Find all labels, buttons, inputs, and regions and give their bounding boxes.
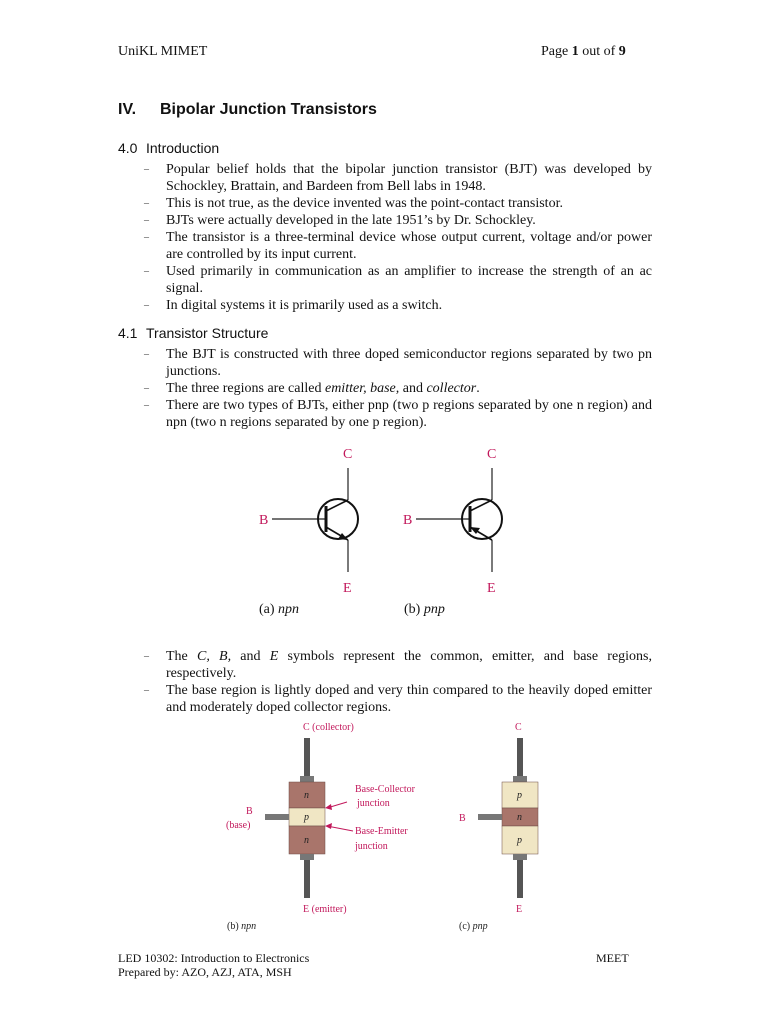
list-item: – The C, B, and E symbols represent the common, emitter, and base regions, respectively. [144, 649, 653, 681]
pnp-caption: (b) pnp [404, 602, 445, 617]
npn-base-label: B [259, 513, 269, 528]
npn-collector-label: C [343, 447, 353, 462]
bc-junction-label-line1: Base-Collector [355, 784, 415, 795]
npn-base-caption: (base) [226, 820, 251, 831]
pnp-structure [459, 722, 538, 932]
list-item: – Used primarily in communication as an amplifier to increase the strength of an ac signal. [144, 264, 652, 296]
list-item: – The three regions are called emitter, base, and collector. [144, 381, 480, 396]
pnp-structure-caption: (c) pnp [459, 921, 488, 932]
be-junction-label-line1: Base-Emitter [355, 826, 408, 837]
bc-junction-label-line2: junction [357, 798, 390, 809]
footer-authors: Prepared by: AZO, AZJ, ATA, MSH [118, 965, 292, 979]
footer-department: MEET [596, 951, 629, 965]
header-page-number: Page 1 out of 9 [541, 44, 626, 59]
list-item: – This is not true, as the device invented was the point-contact transistor. [144, 196, 563, 211]
pnp-layer-top: p [517, 790, 522, 801]
list-item: – The base region is lightly doped and very thin compared to the heavily doped emitter and moderately doped collector regions. [144, 683, 652, 715]
npn-symbol [259, 447, 358, 596]
npn-structure [226, 722, 416, 932]
npn-layer-middle: p [304, 812, 309, 823]
list-item: – There are two types of BJTs, either pnp (two p regions separated by one n region) and npn (two n regions separated by one p region). [144, 398, 652, 430]
list-item: – The transistor is a three-terminal device whose output current, voltage and/or power are controlled by its input current. [144, 230, 652, 262]
intro-bullet-list [144, 161, 652, 314]
list-item: – In digital systems it is primarily used as a switch. [144, 298, 443, 313]
chapter-title [118, 101, 377, 119]
pnp-emitter-label: E [487, 581, 496, 596]
list-item: – Popular belief holds that the bipolar junction transistor (BJT) was developed by Schockley, Brattain, and Bardeen from Bell labs in 1948. [144, 162, 652, 194]
npn-layer-top: n [304, 790, 309, 801]
header-institution: UniKL MIMET [118, 44, 208, 59]
pnp-base-terminal-label: B [459, 813, 466, 824]
structure-bullet-list [144, 346, 652, 431]
npn-emitter-label: E [343, 581, 352, 596]
chapter-number: IV. [118, 101, 137, 118]
chapter-title-text: Bipolar Junction Transistors [160, 101, 377, 118]
pnp-base-label: B [403, 513, 413, 528]
npn-caption: (a) npn [259, 602, 300, 617]
symbols-bullet-list [144, 648, 652, 716]
npn-base-terminal-label: B [246, 806, 253, 817]
transistor-structure-figure [215, 716, 555, 938]
pnp-layer-middle: n [517, 812, 522, 823]
pnp-emitter-terminal-label: E [516, 904, 523, 915]
list-item: – The BJT is constructed with three doped semiconductor regions separated by two pn junctions. [144, 347, 652, 379]
footer-course: LED 10302: Introduction to Electronics [118, 951, 310, 965]
pnp-collector-terminal-label: C [515, 722, 522, 733]
npn-emitter-terminal-label: E (emitter) [303, 904, 347, 915]
npn-collector-terminal-label: C (collector) [303, 722, 354, 733]
npn-layer-bottom: n [304, 835, 309, 846]
be-junction-label-line2: junction [355, 841, 388, 852]
section-heading-transistor-structure: 4.1 Transistor Structure [118, 325, 269, 341]
npn-structure-caption: (b) npn [227, 921, 257, 932]
pnp-symbol [403, 447, 502, 596]
pnp-collector-label: C [487, 447, 497, 462]
list-item: – BJTs were actually developed in the late 1951’s by Dr. Schockley. [144, 213, 536, 228]
section-heading-introduction: 4.0 Introduction [118, 140, 220, 156]
pnp-layer-bottom: p [517, 835, 522, 846]
footer-left [118, 951, 309, 979]
